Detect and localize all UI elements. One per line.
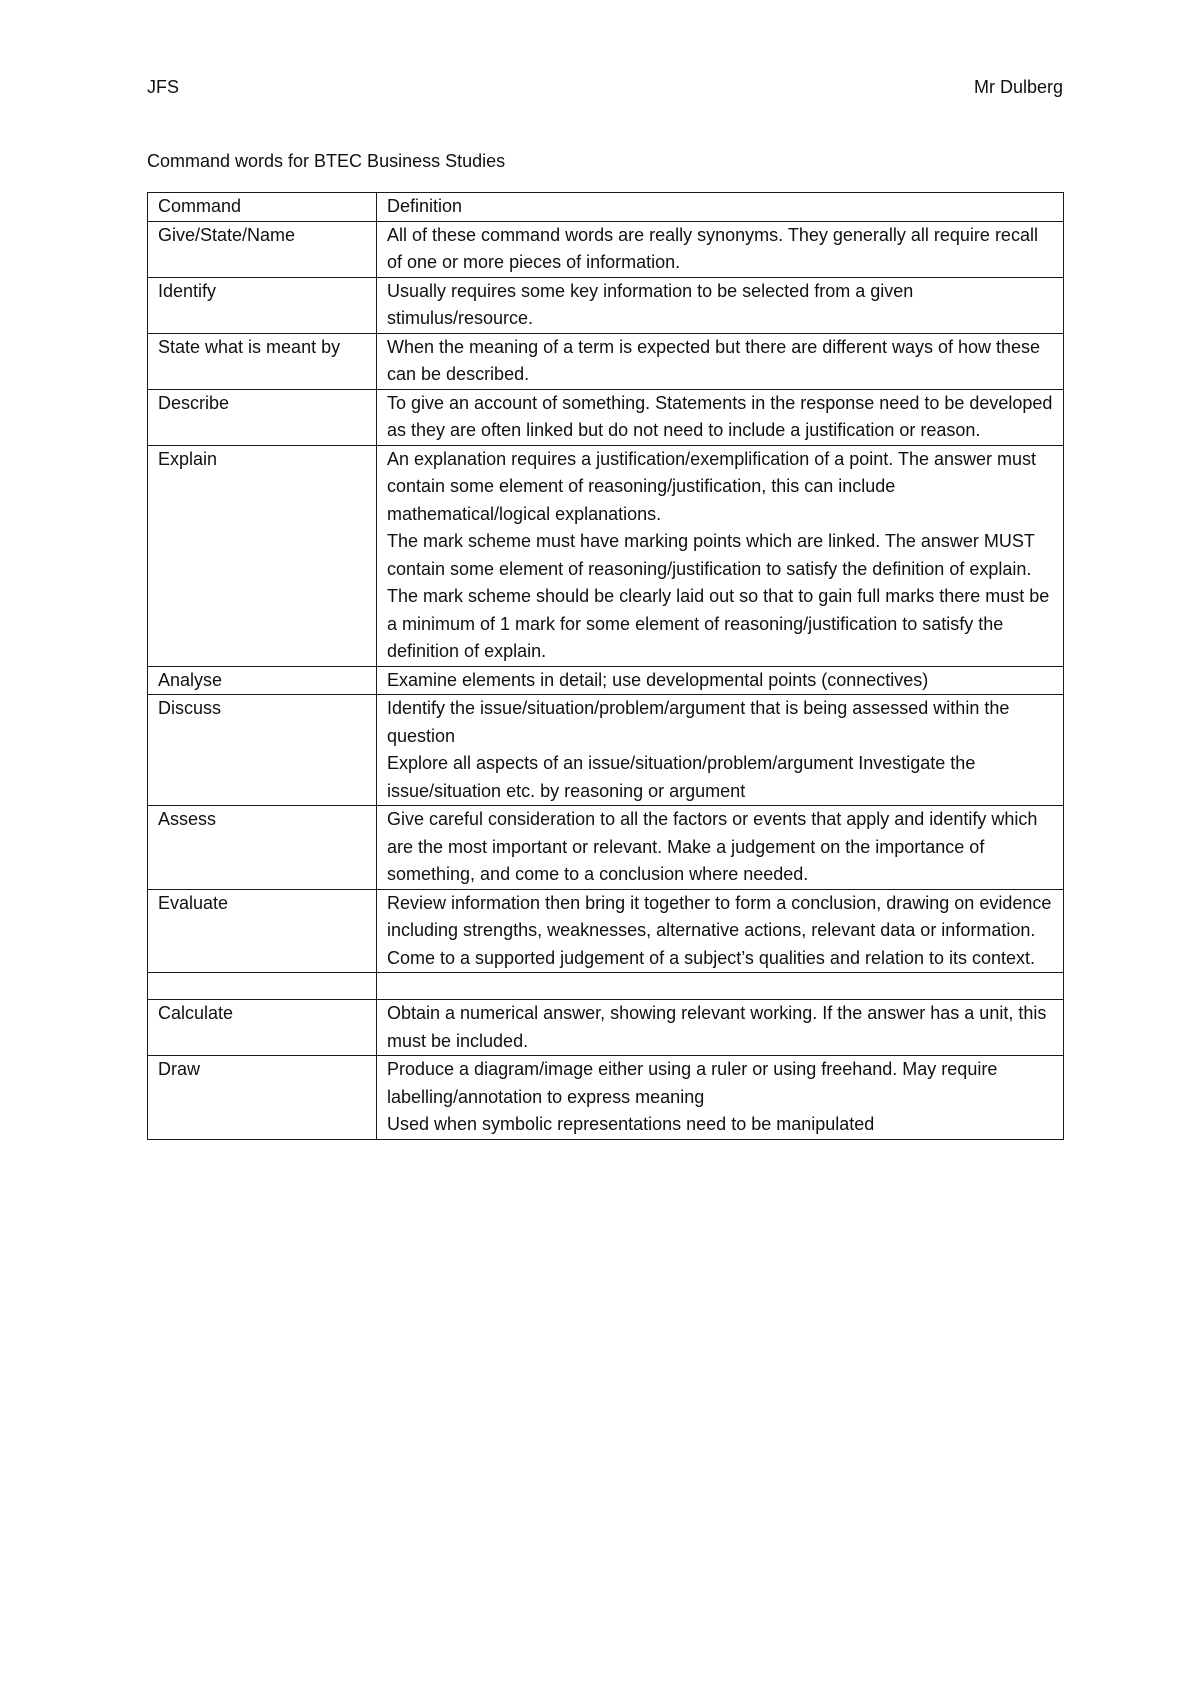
table-row bbox=[148, 666, 1064, 695]
command-cell: Analyse bbox=[148, 666, 377, 695]
command-cell: State what is meant by bbox=[148, 333, 377, 389]
command-cell: Assess bbox=[148, 806, 377, 890]
table-row bbox=[148, 389, 1064, 445]
definition-cell: An explanation requires a justification/exemplification of a point. The answer must contain some element of reasoning/justification, this can include mathematical/logical explanations. The mark scheme must have marking points which are linked. The answer MUST contain some element of reasoning/justification to satisfy the definition of explain. The mark scheme should be clearly laid out so that to gain full marks there must be a minimum of 1 mark for some element of reasoning/justification to satisfy the definition of explain. bbox=[377, 445, 1064, 666]
table-header-row bbox=[148, 193, 1064, 222]
table-row bbox=[148, 221, 1064, 277]
table-row bbox=[148, 333, 1064, 389]
definition-cell: All of these command words are really synonyms. They generally all require recall of one or more pieces of information. bbox=[377, 221, 1064, 277]
command-cell: Evaluate bbox=[148, 889, 377, 973]
definition-cell: Examine elements in detail; use developmental points (connectives) bbox=[377, 666, 1064, 695]
definition-cell: Review information then bring it together to form a conclusion, drawing on evidence including strengths, weaknesses, alternative actions, relevant data or information. Come to a supported judgement of a subject’s qualities and relation to its context. bbox=[377, 889, 1064, 973]
definition-cell: Obtain a numerical answer, showing relevant working. If the answer has a unit, this must be included. bbox=[377, 1000, 1064, 1056]
command-words-table bbox=[147, 192, 1064, 1140]
table-row bbox=[148, 445, 1064, 666]
column-header-command: Command bbox=[148, 193, 377, 222]
header-right-text: Mr Dulberg bbox=[973, 77, 1063, 97]
table-row bbox=[148, 806, 1064, 890]
definition-cell: When the meaning of a term is expected but there are different ways of how these can be described. bbox=[377, 333, 1064, 389]
header-left-text: JFS bbox=[147, 77, 180, 97]
command-cell: Explain bbox=[148, 445, 377, 666]
command-cell bbox=[148, 973, 377, 1000]
definition-cell: To give an account of something. Statements in the response need to be developed as they are often linked but do not need to include a justification or reason. bbox=[377, 389, 1064, 445]
document-title: Command words for BTEC Business Studies bbox=[147, 151, 506, 171]
definition-cell: Produce a diagram/image either using a ruler or using freehand. May require labelling/annotation to express meaning Used when symbolic representations need to be manipulated bbox=[377, 1056, 1064, 1140]
table-row bbox=[148, 889, 1064, 973]
table-row bbox=[148, 277, 1064, 333]
command-cell: Calculate bbox=[148, 1000, 377, 1056]
command-cell: Give/State/Name bbox=[148, 221, 377, 277]
table-row bbox=[148, 1000, 1064, 1056]
definition-cell: Identify the issue/situation/problem/argument that is being assessed within the question Explore all aspects of an issue/situation/problem/argument Investigate the issue/situation etc. by reasoning or argument bbox=[377, 695, 1064, 806]
column-header-definition: Definition bbox=[377, 193, 1064, 222]
command-cell: Draw bbox=[148, 1056, 377, 1140]
table-row bbox=[148, 695, 1064, 806]
table-row-empty bbox=[148, 973, 1064, 1000]
command-cell: Identify bbox=[148, 277, 377, 333]
command-cell: Discuss bbox=[148, 695, 377, 806]
table-row bbox=[148, 1056, 1064, 1140]
definition-cell: Give careful consideration to all the factors or events that apply and identify which are the most important or relevant. Make a judgement on the importance of something, and come to a conclusion where needed. bbox=[377, 806, 1064, 890]
definition-cell: Usually requires some key information to be selected from a given stimulus/resource. bbox=[377, 277, 1064, 333]
command-cell: Describe bbox=[148, 389, 377, 445]
definition-cell bbox=[377, 973, 1064, 1000]
